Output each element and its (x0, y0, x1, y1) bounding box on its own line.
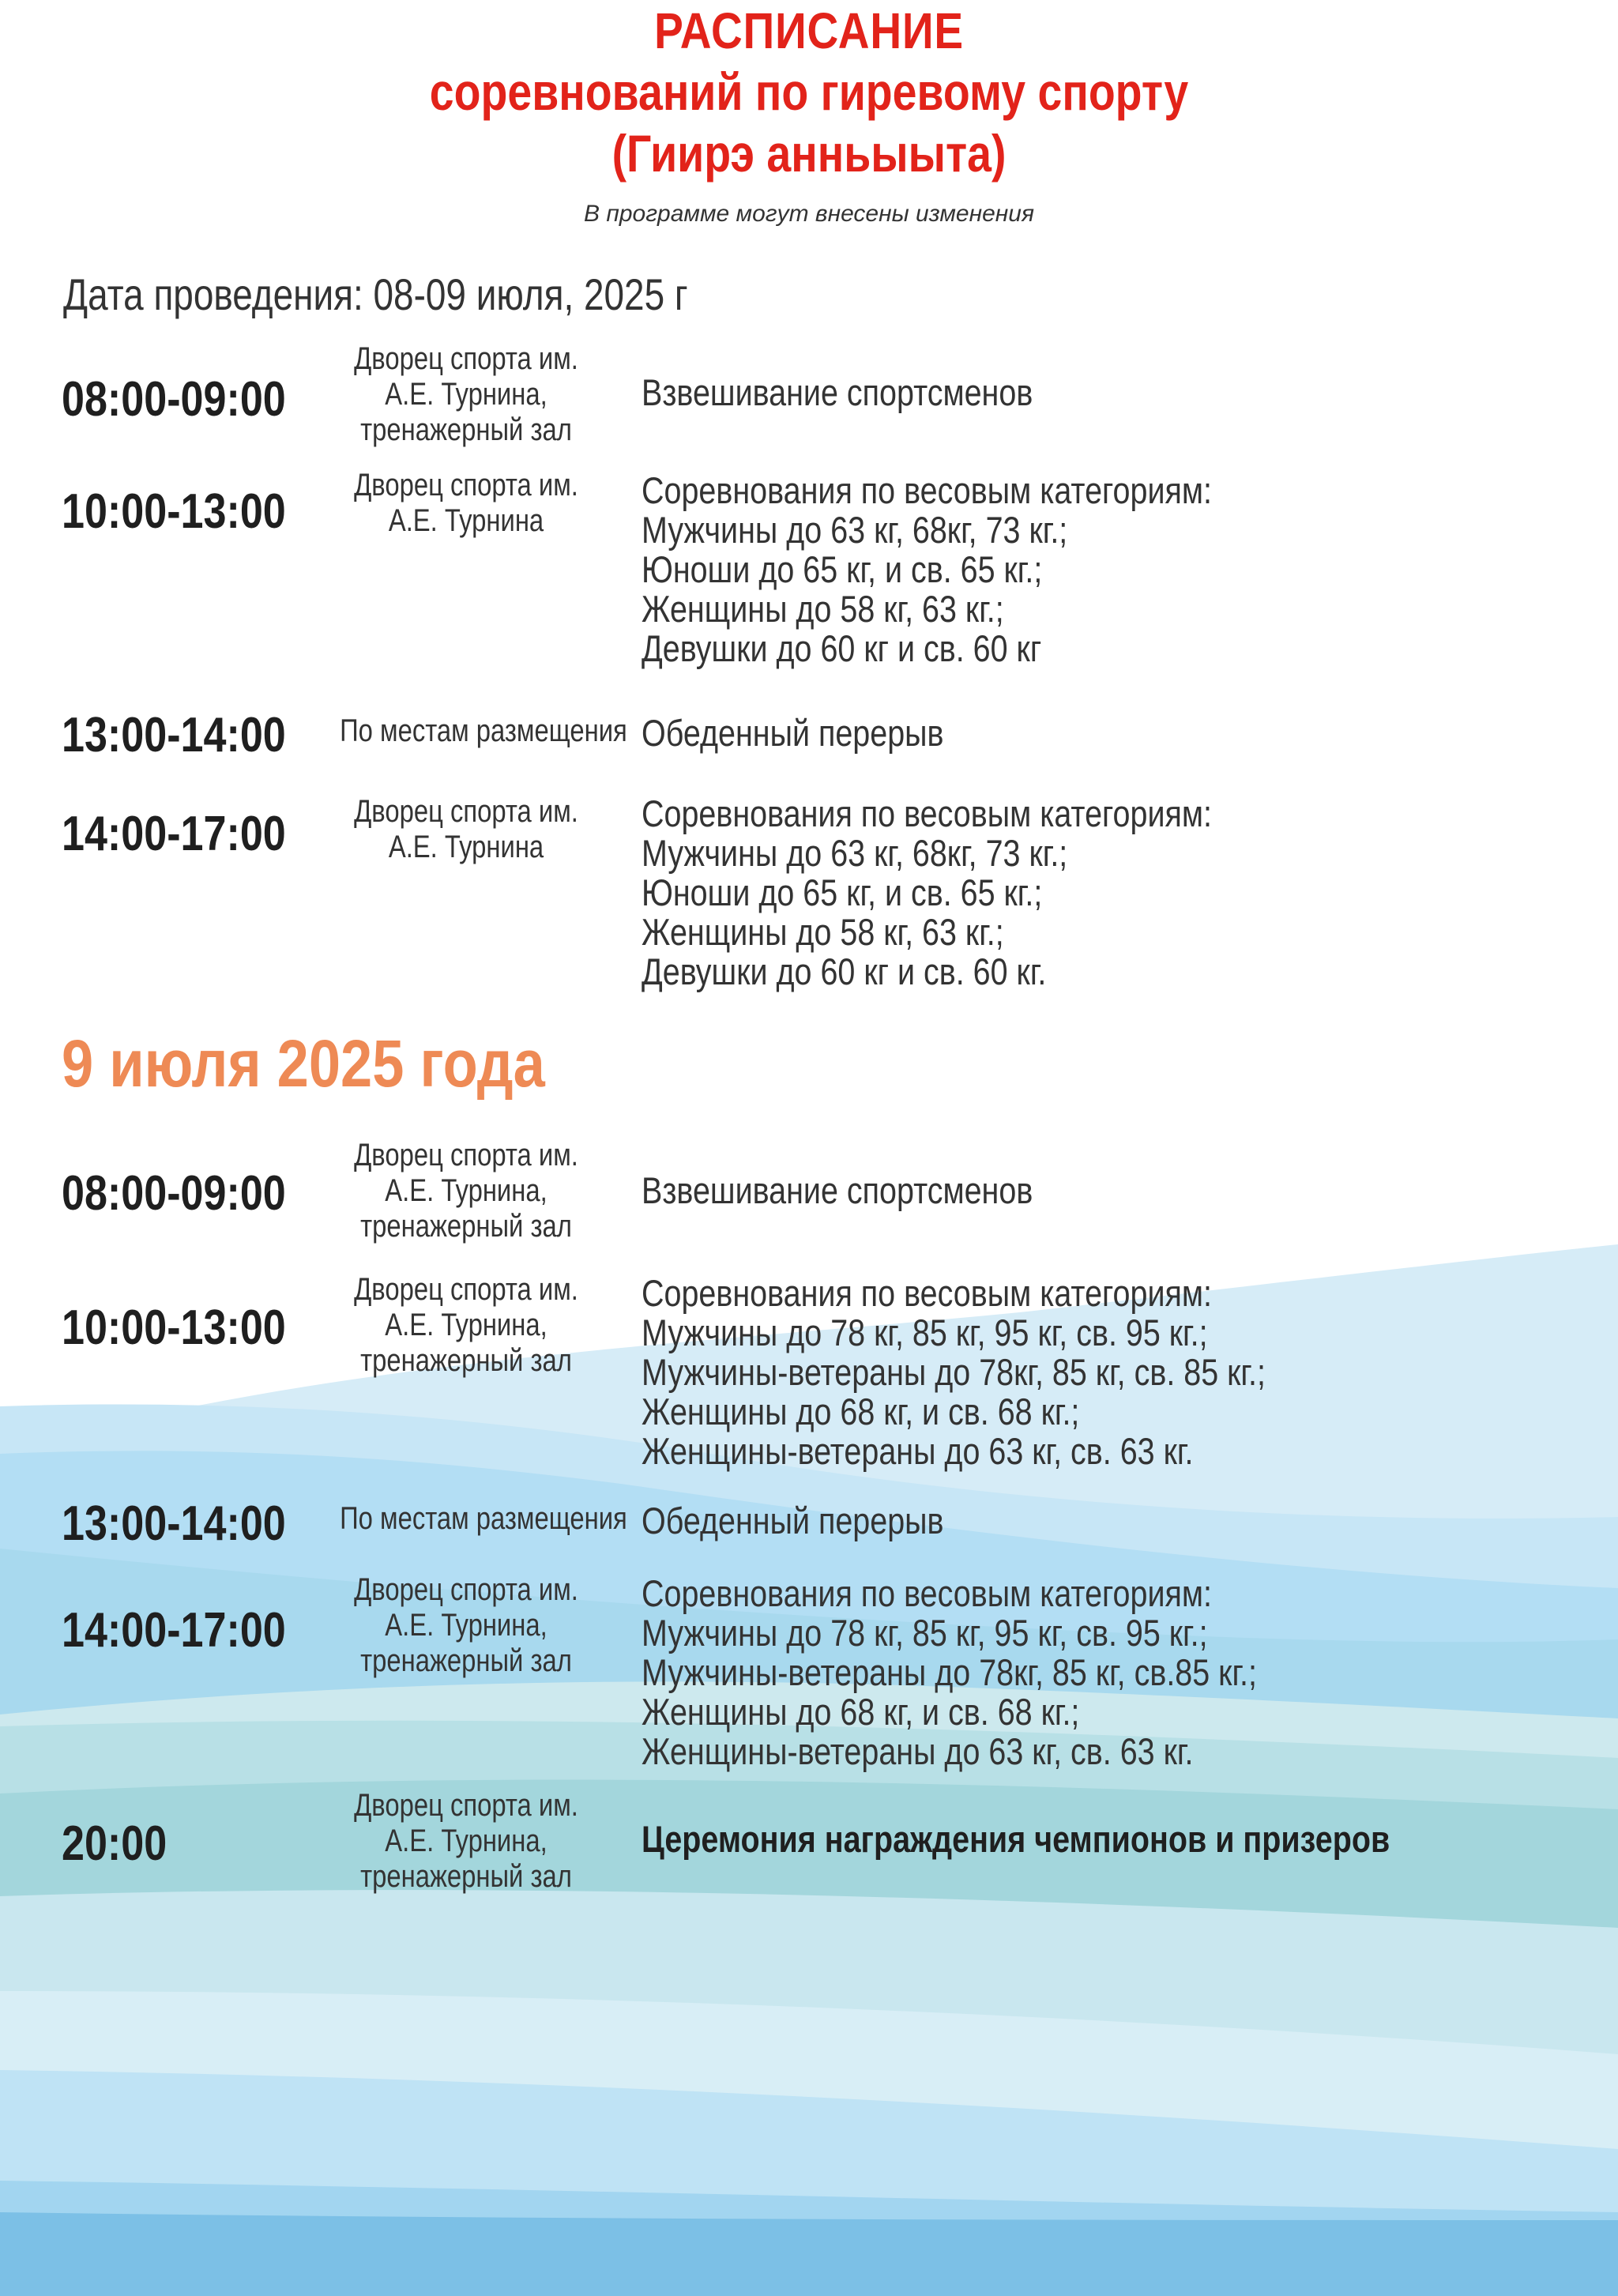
event-line: Взвешивание спортсменов (642, 371, 1033, 413)
event-description (642, 713, 944, 753)
venue-line: тренажерный зал (360, 1343, 572, 1378)
time-slot: 08:00-09:00 (62, 1166, 286, 1221)
event-line: Женщины-ветераны до 63 кг, св. 63 кг. (642, 1430, 1194, 1472)
event-line: Обеденный перерыв (642, 1500, 944, 1541)
venue (340, 1788, 593, 1895)
event-line: Соревнования по весовым категориям: (642, 1272, 1213, 1314)
venue-line: Дворец спорта им. (354, 1272, 578, 1307)
event-line: Женщины-ветераны до 63 кг, св. 63 кг. (642, 1730, 1194, 1772)
venue (340, 1501, 627, 1537)
venue-line: тренажерный зал (360, 1643, 572, 1678)
event-description (642, 794, 1212, 992)
event-description (642, 373, 1033, 412)
event-date: Дата проведения: 08-09 июля, 2025 г (63, 269, 688, 319)
event-description (642, 471, 1212, 668)
event-line: Девушки до 60 кг и св. 60 кг. (642, 950, 1047, 992)
venue (340, 794, 593, 865)
venue-line: А.Е. Турнина (388, 503, 544, 538)
time-slot: 10:00-13:00 (62, 484, 286, 539)
venue-line: А.Е. Турнина, (385, 1173, 547, 1208)
event-line: Мужчины до 78 кг, 85 кг, 95 кг, св. 95 кг.; (642, 1612, 1208, 1654)
time-slot: 10:00-13:00 (62, 1300, 286, 1355)
page-title: РАСПИСАНИЕ (654, 2, 964, 59)
venue-line: Дворец спорта им. (354, 341, 578, 376)
venue-line: А.Е. Турнина, (385, 1824, 547, 1858)
event-line: Мужчины до 63 кг, 68кг, 73 кг.; (642, 832, 1068, 874)
venue (340, 1572, 593, 1679)
event-line: Взвешивание спортсменов (642, 1169, 1033, 1211)
event-line: Обеденный перерыв (642, 712, 944, 754)
event-line: Соревнования по весовым категориям: (642, 792, 1213, 834)
time-slot: 13:00-14:00 (62, 1496, 286, 1551)
venue-line: А.Е. Турнина (388, 830, 544, 864)
venue-line: тренажерный зал (360, 412, 572, 447)
event-description (642, 1820, 1390, 1859)
time-slot: 20:00 (62, 1816, 167, 1871)
venue (340, 468, 593, 539)
venue-line: тренажерный зал (360, 1859, 572, 1894)
event-line: Женщины до 58 кг, 63 кг.; (642, 588, 1004, 630)
event-line: Церемония награждения чемпионов и призеров (642, 1818, 1390, 1860)
venue-line: По местам размещения (340, 1501, 627, 1536)
venue-line: А.Е. Турнина, (385, 1308, 547, 1342)
venue-line: А.Е. Турнина, (385, 377, 547, 412)
event-description (642, 1274, 1266, 1471)
venue (340, 713, 627, 749)
event-line: Женщины до 68 кг, и св. 68 кг.; (642, 1391, 1080, 1432)
event-line: Женщины до 68 кг, и св. 68 кг.; (642, 1691, 1080, 1733)
venue-line: Дворец спорта им. (354, 794, 578, 829)
event-line: Соревнования по весовым категориям: (642, 1572, 1213, 1614)
time-slot: 14:00-17:00 (62, 807, 286, 861)
event-description (642, 1574, 1257, 1771)
venue-line: Дворец спорта им. (354, 1138, 578, 1172)
event-line: Юноши до 65 кг, и св. 65 кг.; (642, 548, 1043, 590)
page-subtitle: соревнований по гиревому спорту (429, 62, 1189, 121)
event-line: Мужчины-ветераны до 78кг, 85 кг, св. 85 кг.; (642, 1351, 1266, 1393)
event-line: Женщины до 58 кг, 63 кг.; (642, 911, 1004, 953)
venue-line: Дворец спорта им. (354, 1788, 578, 1823)
page-subtitle-yakut: (Гиирэ анньыыта) (611, 124, 1007, 183)
time-slot: 13:00-14:00 (62, 708, 286, 762)
changes-note: В программе могут внесены изменения (584, 201, 1034, 227)
event-description (642, 1171, 1033, 1210)
time-slot: 08:00-09:00 (62, 372, 286, 427)
event-line: Мужчины-ветераны до 78кг, 85 кг, св.85 кг.; (642, 1651, 1257, 1693)
event-description (642, 1501, 944, 1541)
venue-line: Дворец спорта им. (354, 1572, 578, 1607)
day2-heading: 9 июля 2025 года (62, 1026, 545, 1101)
venue-line: По местам размещения (340, 713, 627, 748)
time-slot: 14:00-17:00 (62, 1603, 286, 1658)
venue-line: Дворец спорта им. (354, 468, 578, 502)
event-line: Мужчины до 63 кг, 68кг, 73 кг.; (642, 509, 1068, 551)
event-line: Соревнования по весовым категориям: (642, 469, 1213, 511)
venue (340, 341, 593, 448)
event-line: Юноши до 65 кг, и св. 65 кг.; (642, 871, 1043, 913)
event-line: Мужчины до 78 кг, 85 кг, 95 кг, св. 95 кг.; (642, 1312, 1208, 1353)
venue (340, 1138, 593, 1244)
event-line: Девушки до 60 кг и св. 60 кг (642, 627, 1042, 669)
venue-line: тренажерный зал (360, 1209, 572, 1244)
venue (340, 1272, 593, 1379)
venue-line: А.Е. Турнина, (385, 1608, 547, 1643)
